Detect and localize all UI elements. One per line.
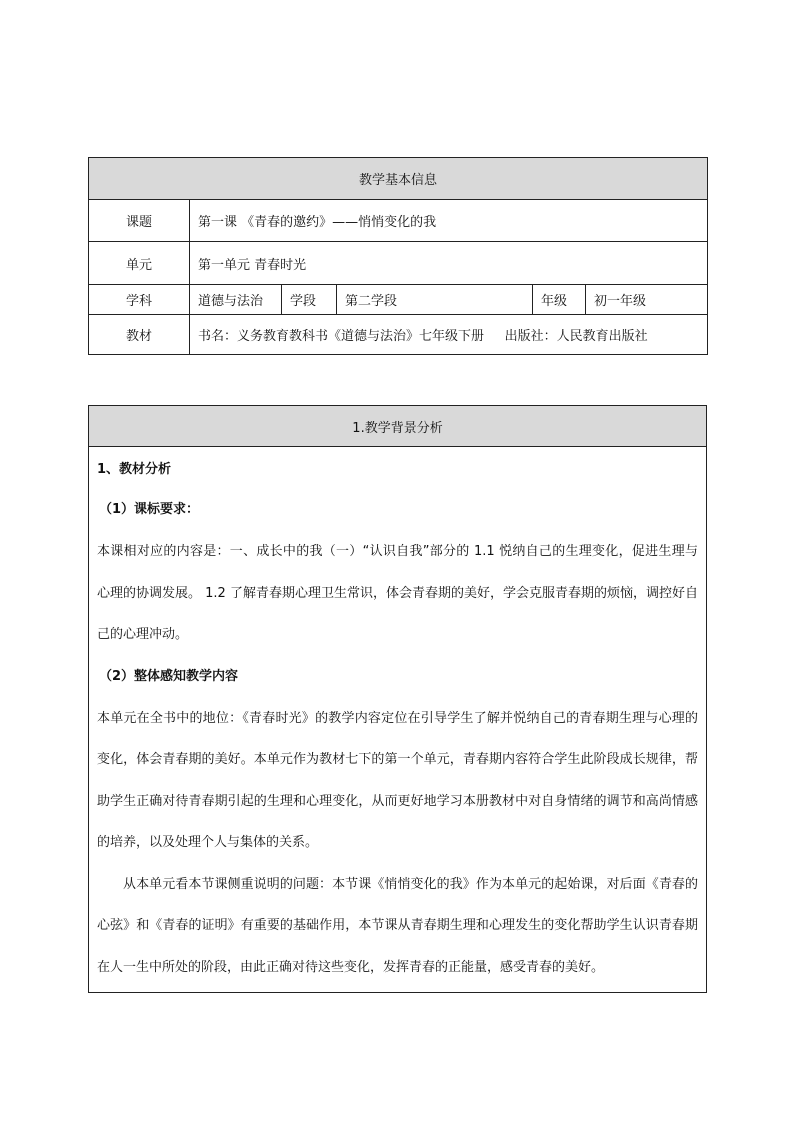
textbook-label: 教材 — [89, 315, 190, 355]
subject-value: 道德与法治 — [190, 285, 282, 315]
paragraph: 从本单元看本节课侧重说明的问题：本节课《悄悄变化的我》作为本单元的起始课，对后面《青春的心弦》和《青春的证明》有重要的基础作用，本节课从青春期生理和心理发生的变化帮助学生认识青春期在人一生中所处的阶段，由此正确对待这些变化，发挥青春的正能量，感受青春的美好。 — [97, 876, 698, 975]
subsection-title: （1）课标要求： — [99, 502, 200, 517]
basic-info-header: 教学基本信息 — [89, 158, 708, 200]
textbook-value: 书名：义务教育教科书《道德与法治》七年级下册 出版社：人民教育出版社 — [190, 315, 708, 355]
topic-label: 课题 — [89, 200, 190, 242]
topic-value: 第一课 《青春的邀约》——悄悄变化的我 — [190, 200, 708, 242]
analysis-body — [89, 447, 707, 993]
subject-label: 学科 — [89, 285, 190, 315]
unit-label: 单元 — [89, 242, 190, 285]
paragraph: 本单元在全书中的地位：《青春时光》的教学内容定位在引导学生了解并悦纳自己的青春期生理与心理的变化，体会青春期的美好。本单元作为教材七下的第一个单元，青春期内容符合学生此阶段成长规律，帮助学生正确对待青春期引起的生理和心理变化，从而更好地学习本册教材中对自身情绪的调节和高尚情感的培养，以及处理个人与集体的关系。 — [97, 710, 698, 850]
stage-value: 第二学段 — [337, 285, 533, 315]
unit-value: 第一单元 青春时光 — [190, 242, 708, 285]
grade-value: 初一年级 — [586, 285, 708, 315]
subsection-title: （2）整体感知教学内容 — [99, 668, 239, 684]
grade-label: 年级 — [533, 285, 586, 315]
basic-info-table — [88, 157, 708, 355]
analysis-table — [88, 405, 707, 993]
section-title: 1、教材分析 — [97, 462, 172, 477]
stage-label: 学段 — [282, 285, 337, 315]
paragraph: 本课相对应的内容是：一、成长中的我（一）“认识自我”部分的 1.1 悦纳自己的生理变化，促进生理与心理的协调发展。 1.2 了解青春期心理卫生常识，体会青春期的美好，学会克服青春期的烦恼，调控好自己的心理冲动。 — [97, 544, 698, 642]
analysis-header: 1.教学背景分析 — [89, 406, 707, 447]
